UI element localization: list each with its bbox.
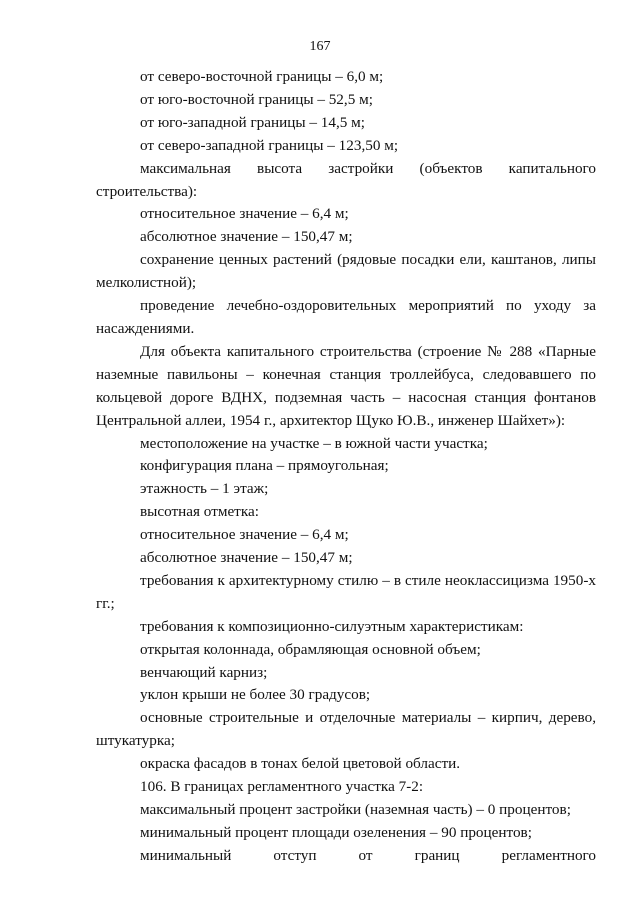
paragraph-line: венчающий карниз; <box>140 663 268 681</box>
paragraph-line: от северо-западной границы – 123,50 м; <box>140 136 399 154</box>
paragraph-line: абсолютное значение – 150,47 м; <box>140 549 353 567</box>
paragraph-line: минимальный отступ от границ регламентного <box>140 846 596 864</box>
paragraph-line: этажность – 1 этаж; <box>140 480 269 498</box>
paragraph-line: относительное значение – 6,4 м; <box>140 526 349 544</box>
paragraph: сохранение ценных растений (рядовые посадки ели, каштанов, липы мелколистной); <box>96 251 596 292</box>
paragraph-line: конфигурация плана – прямоугольная; <box>140 457 389 475</box>
paragraph-line: относительное значение – 6,4 м; <box>140 205 349 223</box>
paragraph: максимальная высота застройки (объектов капитального строительства): <box>96 159 596 200</box>
paragraph-line: минимальный процент площади озеленения – 90 процентов; <box>140 823 532 841</box>
paragraph-line: окраска фасадов в тонах белой цветовой области. <box>140 755 461 773</box>
paragraph: Для объекта капитального строительства (строение № 288 «Парные наземные павильоны – конечная станция троллейбуса, следовавшего по кольцевой дороге ВДНХ, подземная часть – насосная станция фонтанов Центральной аллеи, 1954 г., архитектор Щуко Ю.В., инженер Шайхет»): <box>96 342 596 429</box>
paragraph-line: максимальный процент застройки (наземная часть) – 0 процентов; <box>140 801 571 818</box>
paragraph-line: требования к композиционно-силуэтным характеристикам: <box>140 617 524 635</box>
paragraph-line: местоположение на участке – в южной части участка; <box>140 434 488 452</box>
paragraph-line: абсолютное значение – 150,47 м; <box>140 228 353 246</box>
paragraph-line: высотная отметка: <box>140 503 259 521</box>
paragraph: проведение лечебно-оздоровительных мероприятий по уходу за насаждениями. <box>96 297 596 337</box>
paragraph-line: от юго-восточной границы – 52,5 м; <box>140 90 373 108</box>
document-body <box>96 66 596 868</box>
paragraph: требования к архитектурному стилю – в стиле неоклассицизма 1950-х гг.; <box>96 571 596 612</box>
section-heading: 106. В границах регламентного участка 7-2: <box>140 778 424 796</box>
paragraph-line: уклон крыши не более 30 градусов; <box>140 686 371 704</box>
paragraph: основные строительные и отделочные материалы – кирпич, дерево, штукатурка; <box>96 709 596 750</box>
paragraph-line: открытая колоннада, обрамляющая основной объем; <box>140 640 481 658</box>
paragraph-line: от северо-восточной границы – 6,0 м; <box>140 68 384 85</box>
paragraph-line: от юго-западной границы – 14,5 м; <box>140 113 366 131</box>
page-number: 167 <box>309 39 331 54</box>
